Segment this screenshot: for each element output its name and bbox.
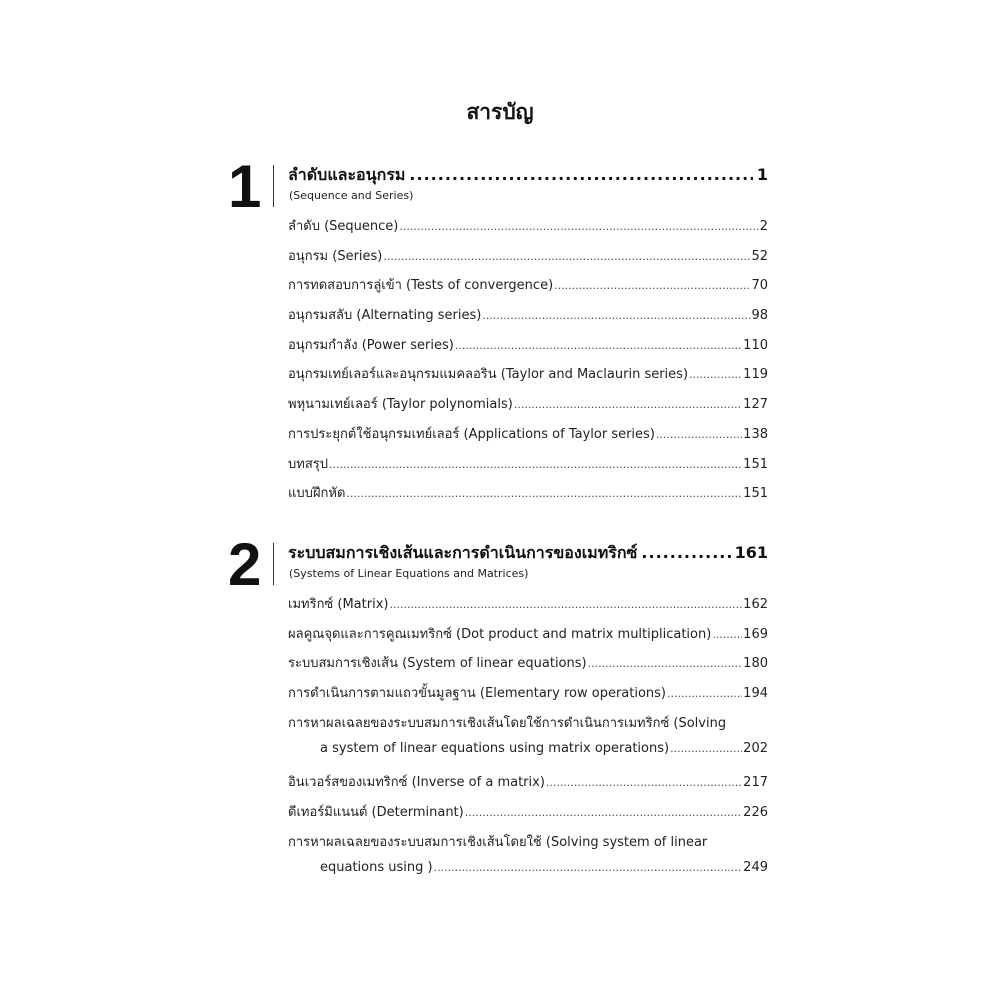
toc-entry[interactable] xyxy=(288,423,768,453)
toc-entry[interactable] xyxy=(288,682,768,712)
entry-title: บทสรุป xyxy=(288,456,328,472)
page-title: สารบัญ xyxy=(466,100,534,124)
entry-page: 119 xyxy=(743,367,768,383)
dot-leader xyxy=(434,861,743,874)
entry-page: 180 xyxy=(743,656,768,672)
entry-page: 127 xyxy=(743,397,768,413)
entry-page: 98 xyxy=(751,308,768,324)
entry-title: ดีเทอร์มิแนนต์ (Determinant) xyxy=(288,804,464,820)
entry-title: เมทริกซ์ (Matrix) xyxy=(288,597,389,612)
dot-leader xyxy=(465,806,742,819)
toc-entry[interactable] xyxy=(288,482,768,512)
entry-page: 249 xyxy=(743,860,768,876)
toc-entry[interactable] xyxy=(288,623,768,653)
toc-entry[interactable] xyxy=(288,245,768,275)
entry-title: การทดสอบการลู่เข้า (Tests of convergence) xyxy=(288,278,554,294)
toc-entry[interactable] xyxy=(288,393,768,423)
entry-page: 217 xyxy=(743,775,768,791)
chapter-heading[interactable] xyxy=(288,163,768,188)
chapter-divider xyxy=(273,165,274,207)
entry-title: ผลคูณจุดและการคูณเมทริกซ์ (Dot product and matrix multiplication) xyxy=(288,626,712,642)
dot-leader xyxy=(712,628,742,641)
dot-leader xyxy=(641,543,730,562)
toc-entry-continuation[interactable] xyxy=(288,741,768,771)
entry-title: พหุนามเทย์เลอร์ (Taylor polynomials) xyxy=(288,397,513,413)
dot-leader xyxy=(546,776,742,789)
toc-entry[interactable] xyxy=(288,453,768,483)
entry-title: การหาผลเฉลยของระบบสมการเชิงเส้นโดยใช้การดำเนินการเมทริกซ์ (Solving xyxy=(288,715,727,731)
chapter-title: ลำดับและอนุกรม xyxy=(288,165,406,184)
chapter-number: 2 xyxy=(228,531,262,598)
chapter-subtitle: (Sequence and Series) xyxy=(289,189,414,202)
toc-entry-first-line[interactable] xyxy=(288,831,768,861)
entry-title: การหาผลเฉลยของระบบสมการเชิงเส้นโดยใช้ (Solving system of linear xyxy=(288,834,708,850)
dot-leader xyxy=(455,339,742,352)
toc-entry[interactable] xyxy=(288,274,768,304)
dot-leader xyxy=(389,598,742,611)
chapter-heading[interactable] xyxy=(288,541,768,566)
toc-entry[interactable] xyxy=(288,334,768,364)
entry-page: 162 xyxy=(743,597,768,612)
entry-title: อนุกรม (Series) xyxy=(288,248,383,264)
toc-entries xyxy=(288,215,768,512)
entry-page: 226 xyxy=(743,804,768,820)
dot-leader xyxy=(399,220,758,233)
entry-title: อนุกรมกำลัง (Power series) xyxy=(288,337,454,353)
entry-page: 194 xyxy=(743,686,768,702)
entry-title: อินเวอร์สของเมทริกซ์ (Inverse of a matrix) xyxy=(288,775,545,791)
entry-title: การประยุกต์ใช้อนุกรมเทย์เลอร์ (Applications of Taylor series) xyxy=(288,426,655,442)
dot-leader xyxy=(383,250,750,263)
entry-page: 138 xyxy=(743,426,768,442)
toc-entry-first-line[interactable] xyxy=(288,712,768,742)
dot-leader xyxy=(514,398,742,411)
dot-leader xyxy=(588,657,743,670)
dot-leader xyxy=(670,742,742,755)
entry-title: ลำดับ (Sequence) xyxy=(288,219,399,234)
chapter-title: ระบบสมการเชิงเส้นและการดำเนินการของเมทริกซ์ xyxy=(288,543,638,562)
toc-entries xyxy=(288,593,768,890)
dot-leader xyxy=(689,368,742,381)
chapter-number: 1 xyxy=(228,153,262,220)
dot-leader xyxy=(656,428,742,441)
entry-title: การดำเนินการตามแถวขั้นมูลฐาน (Elementary row operations) xyxy=(288,686,666,702)
entry-page: 2 xyxy=(759,219,768,234)
toc-entry[interactable] xyxy=(288,215,768,245)
entry-page: 151 xyxy=(743,486,768,502)
entry-page: 110 xyxy=(743,337,768,353)
entry-page: 151 xyxy=(743,456,768,472)
dot-leader xyxy=(482,309,750,322)
toc-entry[interactable] xyxy=(288,652,768,682)
toc-entry[interactable] xyxy=(288,304,768,334)
chapter-subtitle: (Systems of Linear Equations and Matrices) xyxy=(289,567,529,580)
entry-title: อนุกรมเทย์เลอร์และอนุกรมแมคลอริน (Taylor and Maclaurin series) xyxy=(288,367,689,383)
toc-entry[interactable] xyxy=(288,801,768,831)
entry-title-continuation: a system of linear equations using matrix operations) xyxy=(320,741,670,757)
toc-entry-continuation[interactable] xyxy=(288,860,768,890)
toc-entry[interactable] xyxy=(288,593,768,623)
entry-title-continuation: equations using ) xyxy=(320,860,433,876)
entry-title: ระบบสมการเชิงเส้น (System of linear equations) xyxy=(288,656,587,672)
dot-leader xyxy=(346,487,742,500)
toc-entry[interactable] xyxy=(288,771,768,801)
chapter-divider xyxy=(273,543,274,585)
chapter-page: 1 xyxy=(756,165,768,184)
chapter-page: 161 xyxy=(734,543,768,562)
dot-leader xyxy=(554,279,750,292)
dot-leader xyxy=(409,165,752,184)
entry-title: แบบฝึกหัด xyxy=(288,486,346,502)
dot-leader xyxy=(329,458,742,471)
dot-leader xyxy=(667,687,742,700)
entry-page: 70 xyxy=(751,278,768,294)
entry-page: 202 xyxy=(743,741,768,757)
entry-page: 52 xyxy=(751,248,768,264)
toc-entry[interactable] xyxy=(288,363,768,393)
entry-title: อนุกรมสลับ (Alternating series) xyxy=(288,308,482,324)
entry-page: 169 xyxy=(743,626,768,642)
